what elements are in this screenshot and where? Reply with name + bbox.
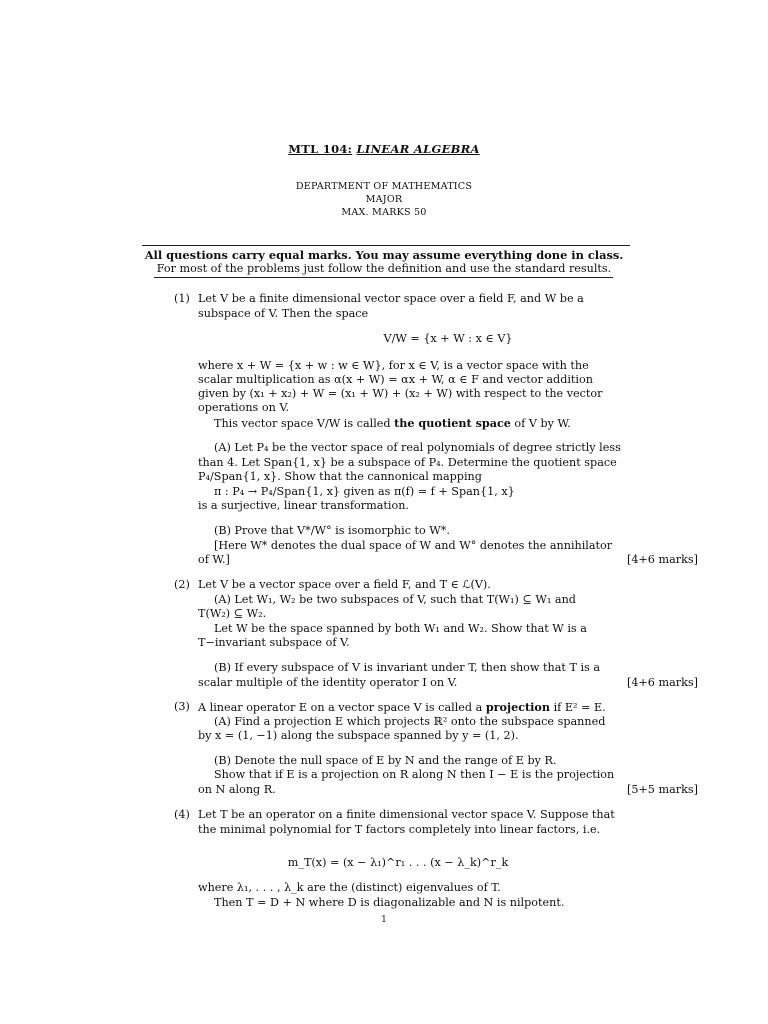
- q4-number: (4): [174, 808, 190, 821]
- q1-a-line-2: than 4. Let Span{1, x} be a subspace of P₄. Determine the quotient space: [198, 456, 617, 469]
- q1-marks: [4+6 marks]: [626, 553, 698, 566]
- course-code: MTL 104:: [288, 142, 353, 156]
- q1-a-line-1: (A) Let P₄ be the vector space of real polynomials of degree strictly less: [214, 441, 621, 454]
- q3-b-line-3: on N along R.: [198, 783, 276, 796]
- q1-line-2: subspace of V. Then the space: [198, 307, 369, 320]
- course-title: LINEAR ALGEBRA: [356, 142, 480, 156]
- q2-b-line-2: scalar multiple of the identity operator I on V.: [198, 676, 458, 689]
- q4-line-2: the minimal polynomial for T factors completely into linear factors, i.e.: [198, 823, 601, 836]
- department: DEPARTMENT OF MATHEMATICS: [295, 181, 473, 192]
- q3-line-1: [198, 700, 606, 716]
- q1-line-1: Let V be a finite dimensional vector space over a field F, and W be a: [198, 292, 584, 305]
- q1-equation: V/W = {x + W : x ∈ V}: [383, 332, 513, 345]
- q1-a-line-4: π : P₄ → P₄/Span{1, x} given as π(f) = f + Span{1, x}: [214, 485, 515, 498]
- q3-a-line-2: by x = (1, −1) along the subspace spanned by y = (1, 2).: [198, 729, 519, 742]
- q1-b-line-1: (B) Prove that V*/W° is isomorphic to W*.: [214, 524, 450, 537]
- page-title: [0, 142, 768, 156]
- q4-line-4: Then T = D + N where D is diagonalizable and N is nilpotent.: [214, 896, 565, 909]
- q3-b-line-2: Show that if E is a projection on R along N then I − E is the projection: [214, 768, 615, 781]
- q2-a-line-3: Let W be the space spanned by both W₁ and W₂. Show that W is a: [214, 622, 587, 635]
- q1-a-line-3: P₄/Span{1, x}. Show that the cannonical mapping: [198, 470, 482, 483]
- q3-line-1a: A linear operator E on a vector space V is called a: [198, 701, 486, 714]
- instructions-plain: For most of the problems just follow the definition and use the standard results.: [156, 262, 612, 275]
- top-rule: [142, 245, 630, 246]
- q1-b-line-3: of W.]: [198, 553, 230, 566]
- q1-line-4: scalar multiplication as α(x + W) = αx + W, α ∈ F and vector addition: [198, 373, 593, 386]
- q1-line-3: where x + W = {x + w : w ∈ W}, for x ∈ V, is a vector space with the: [198, 359, 589, 372]
- q3-a-line-1: (A) Find a projection E which projects ℝ² onto the subspace spanned: [214, 715, 606, 728]
- bottom-rule: [154, 277, 613, 278]
- instructions-bold: All questions carry equal marks. You may assume everything done in class.: [144, 248, 624, 262]
- q3-line-1c: if E² = E.: [550, 701, 606, 714]
- exam-type: MAJOR: [365, 194, 403, 205]
- q1-line-5: given by (x₁ + x₂) + W = (x₁ + W) + (x₂ + W) with respect to the vector: [198, 387, 603, 400]
- q1-number: (1): [174, 292, 190, 305]
- page-number: 1: [381, 915, 387, 925]
- q2-b-line-1: (B) If every subspace of V is invariant under T, then show that T is a: [214, 661, 601, 674]
- q1-line-7: [214, 416, 571, 432]
- q1-a-line-5: is a surjective, linear transformation.: [198, 499, 409, 512]
- q4-equation: m_T(x) = (x − λ₁)^r₁ . . . (x − λ_k)^r_k: [287, 856, 509, 869]
- q2-a-line-4: T−invariant subspace of V.: [198, 636, 350, 649]
- q4-line-3: where λ₁, . . . , λ_k are the (distinct) eigenvalues of T.: [198, 881, 501, 894]
- q2-a-line-2: T(W₂) ⊆ W₂.: [198, 607, 267, 620]
- q2-line-1: Let V be a vector space over a field F, and T ∈ ℒ(V).: [198, 578, 491, 591]
- q2-marks: [4+6 marks]: [626, 676, 698, 689]
- quotient-space-term: the quotient space: [394, 416, 511, 430]
- q1-line-6: operations on V.: [198, 401, 290, 414]
- q4-line-1: Let T be an operator on a finite dimensional vector space V. Suppose that: [198, 808, 615, 821]
- projection-term: projection: [485, 700, 551, 714]
- q3-number: (3): [174, 700, 190, 713]
- max-marks: MAX. MARKS 50: [341, 207, 427, 218]
- q3-marks: [5+5 marks]: [626, 783, 698, 796]
- q1-b-line-2: [Here W* denotes the dual space of W and W° denotes the annihilator: [214, 539, 613, 552]
- q1-line-7a: This vector space V/W is called: [214, 417, 395, 430]
- q3-b-line-1: (B) Denote the null space of E by N and the range of E by R.: [214, 754, 557, 767]
- q2-number: (2): [174, 578, 190, 591]
- q1-line-7c: of V by W.: [510, 417, 571, 430]
- q2-a-line-1: (A) Let W₁, W₂ be two subspaces of V, such that T(W₁) ⊆ W₁ and: [214, 593, 576, 606]
